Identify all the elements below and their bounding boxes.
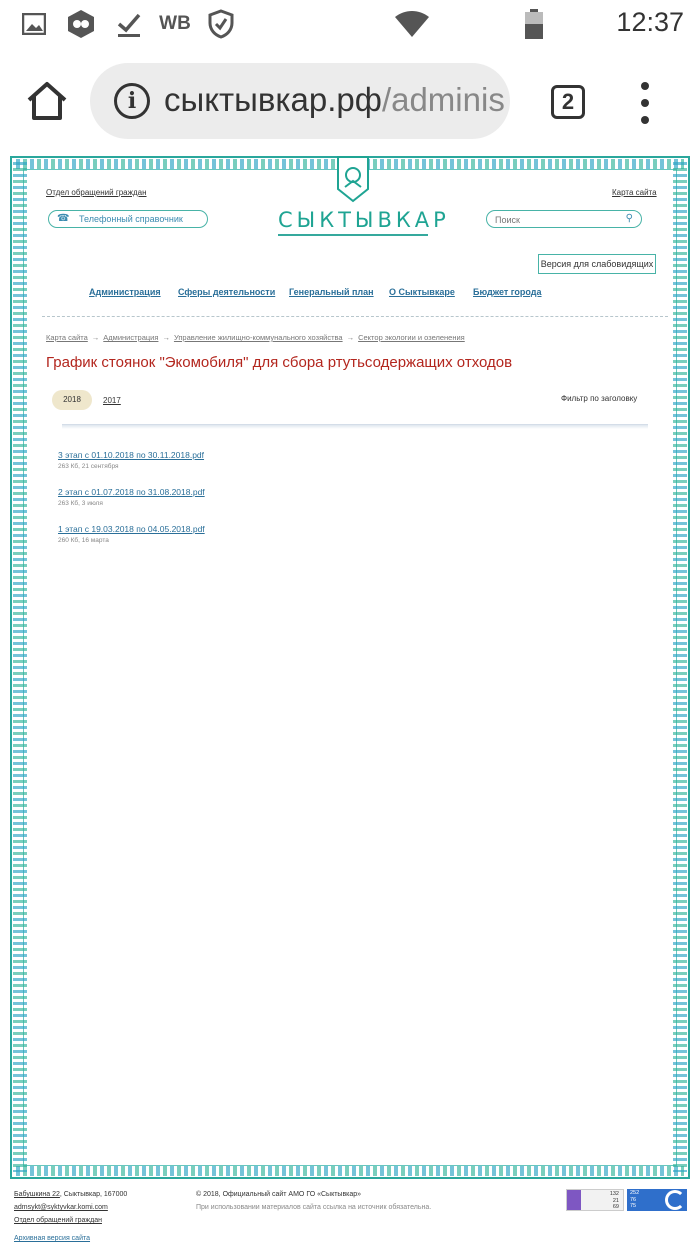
site-logo[interactable]: СЫКТЫВКАР <box>278 208 428 236</box>
nav-city-budget[interactable]: Бюджет города <box>473 287 542 297</box>
url-bar[interactable] <box>90 63 510 139</box>
ornament-border-right <box>673 162 687 1172</box>
nav-about-city[interactable]: О Сыктывкаре <box>389 287 455 297</box>
tab-2017[interactable]: 2017 <box>103 396 121 405</box>
stats-counter[interactable]: 252 76 75 <box>627 1189 687 1211</box>
document-meta: 263 Кб, 3 июля <box>58 500 103 507</box>
wb-icon: WB <box>159 13 191 34</box>
document-item <box>58 450 204 470</box>
clock: 12:37 <box>616 7 684 37</box>
sitemap-link[interactable]: Карта сайта <box>612 188 657 197</box>
nav-spheres[interactable]: Сферы деятельности <box>178 287 276 297</box>
phone-icon: ☎ <box>57 213 70 224</box>
ornament-border-bottom <box>16 1166 684 1176</box>
footer-address: Бабушкина 22, Сыктывкар, 167000 <box>14 1191 128 1198</box>
tabs-button[interactable]: 2 <box>551 85 585 119</box>
site-footer <box>0 1185 700 1244</box>
image-icon <box>22 10 46 38</box>
url-text[interactable]: сыктывкар.рф/adminis <box>164 81 505 118</box>
filter-by-title-link[interactable]: Фильтр по заголовку <box>561 394 638 403</box>
counter-logo-icon <box>665 1190 685 1210</box>
low-vision-button[interactable]: Версия для слабовидящих <box>538 254 656 274</box>
archive-link[interactable]: Архивная версия сайта <box>14 1235 91 1242</box>
document-meta: 260 Кб, 16 марта <box>58 537 109 544</box>
footer-email-link[interactable]: admsykt@syktyvkar.komi.com <box>14 1204 108 1211</box>
city-emblem-icon[interactable] <box>336 155 370 203</box>
wifi-icon <box>394 10 430 38</box>
page-title: График стоянок "Экомобиля" для сбора ртутьсодержащих отходов <box>46 354 513 371</box>
breadcrumb-sitemap[interactable]: Карта сайта <box>46 333 88 342</box>
document-item <box>58 487 205 507</box>
phone-directory-label: Телефонный справочник <box>79 214 183 224</box>
browser-toolbar <box>0 50 700 155</box>
download-icon <box>116 10 142 38</box>
breadcrumb-housing[interactable]: Управление жилищно-коммунального хозяйства <box>173 333 343 342</box>
document-item <box>58 524 205 544</box>
page-content <box>10 156 690 1179</box>
counter-logo-icon <box>567 1190 581 1210</box>
breadcrumb-ecology[interactable]: Сектор экологии и озеленения <box>358 333 465 342</box>
vpn-icon <box>66 10 96 38</box>
document-link[interactable]: 2 этап с 01.07.2018 по 31.08.2018.pdf <box>58 487 205 497</box>
copyright-note: При использовании материалов сайта ссылка на источник обязательна. <box>196 1204 432 1211</box>
home-icon[interactable] <box>24 78 70 124</box>
document-link[interactable]: 1 этап с 19.03.2018 по 04.05.2018.pdf <box>58 524 205 534</box>
phone-directory-button[interactable] <box>48 210 208 228</box>
search-input[interactable] <box>495 213 615 226</box>
nav-general-plan[interactable]: Генеральный план <box>289 287 374 297</box>
status-bar <box>0 0 700 50</box>
search-box[interactable] <box>486 210 642 228</box>
citizen-appeals-link[interactable]: Отдел обращений граждан <box>46 188 147 197</box>
tab-2018[interactable]: 2018 <box>52 390 92 410</box>
overflow-menu-icon[interactable] <box>637 82 653 124</box>
breadcrumb: Карта сайта → Администрация → Управление жилищно-коммунального хозяйства → Сектор экологии и озеленения <box>46 333 465 342</box>
shield-icon <box>208 10 234 38</box>
search-icon[interactable]: ⚲ <box>625 213 633 224</box>
section-divider <box>62 424 648 429</box>
document-link[interactable]: 3 этап с 01.10.2018 по 30.11.2018.pdf <box>58 450 205 460</box>
nav-administration[interactable]: Администрация <box>89 287 161 297</box>
info-icon[interactable]: i <box>114 83 150 119</box>
visit-counter[interactable]: 132 21 69 <box>566 1189 624 1211</box>
document-meta: 263 Кб, 21 сентября <box>58 463 119 470</box>
address-link[interactable]: Бабушкина 22 <box>14 1191 60 1198</box>
ornament-border-left <box>13 162 27 1172</box>
footer-appeals-link[interactable]: Отдел обращений граждан <box>14 1217 102 1224</box>
battery-icon <box>524 10 544 38</box>
divider <box>42 316 668 317</box>
copyright: © 2018, Официальный сайт АМО ГО «Сыктывкар» <box>196 1191 362 1198</box>
breadcrumb-administration[interactable]: Администрация <box>103 333 159 342</box>
